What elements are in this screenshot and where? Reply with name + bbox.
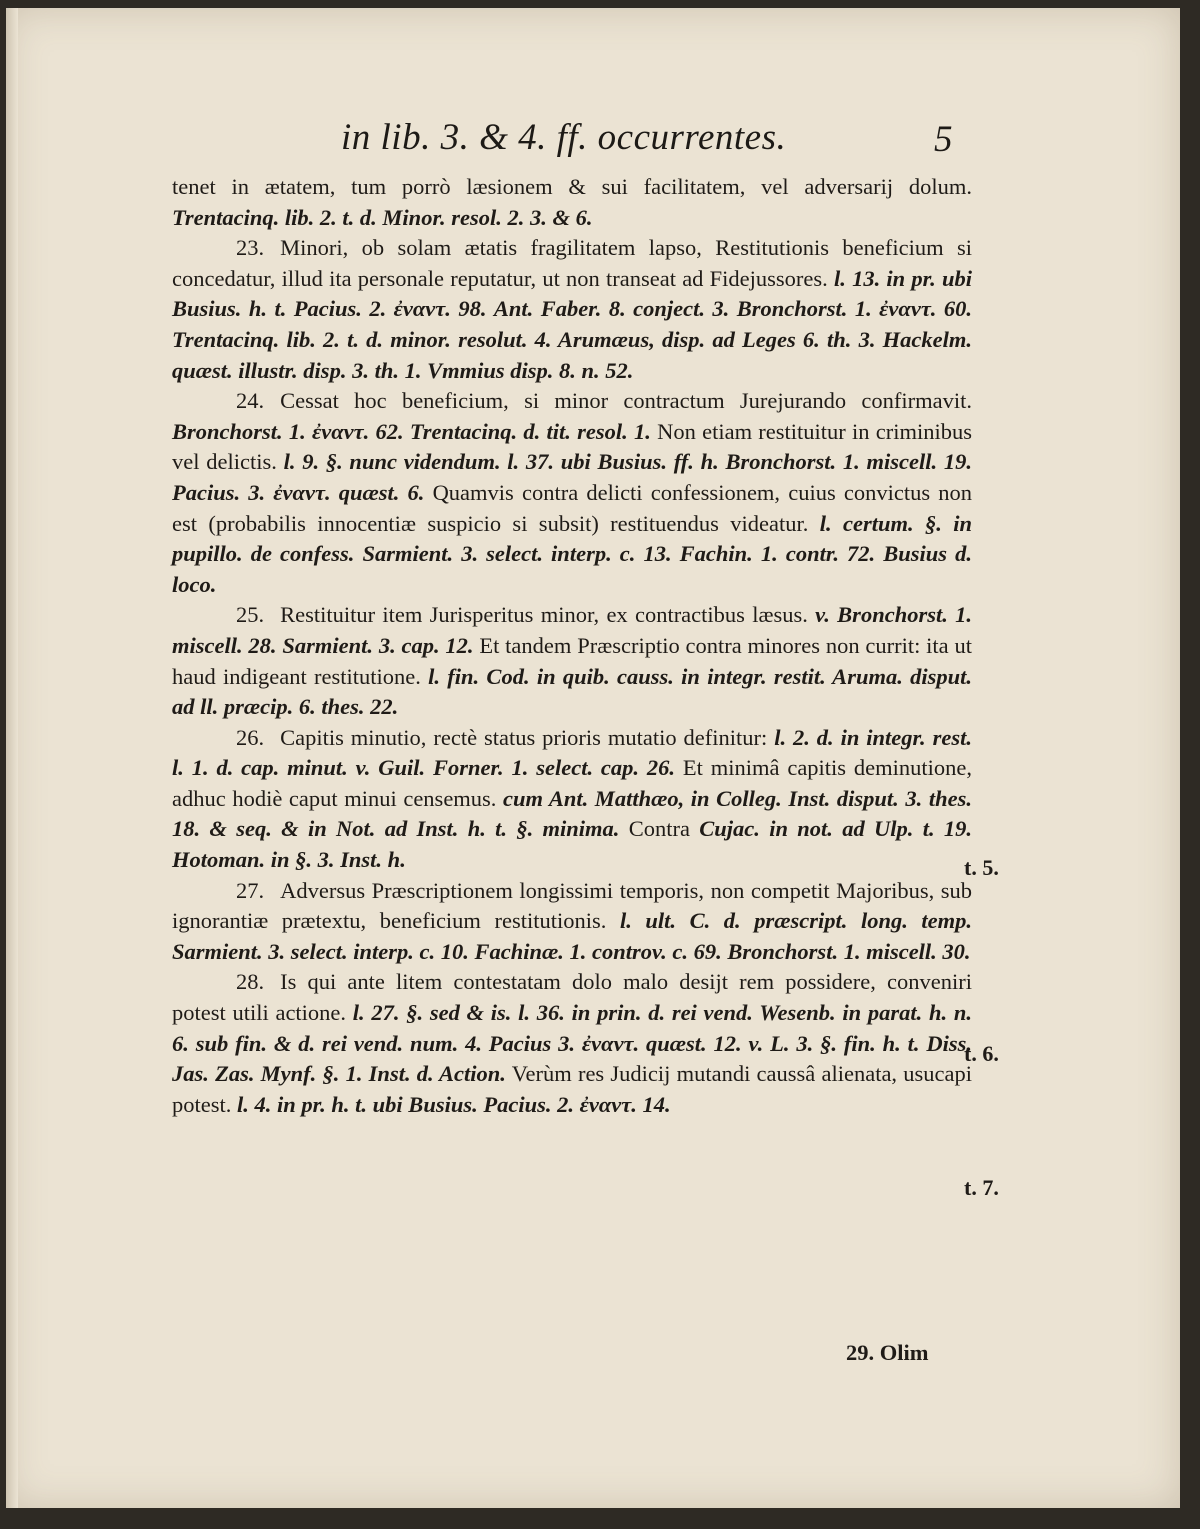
book-page xyxy=(6,8,1180,1508)
citation: Bronchorst. 1. ἐναντ. 62. Trentacinq. d. tit. resol. 1. xyxy=(172,418,651,444)
margin-note-27: t. 6. xyxy=(964,1041,999,1066)
paragraph-text: Adversus Præscriptionem longissimi temporis, non competit Majoribus, sub ignorantiæ prætextu, beneficium restitutionis. xyxy=(172,877,972,934)
paragraph-number: 25. xyxy=(236,602,265,628)
paragraph-number: 23. xyxy=(236,235,265,261)
paragraph-text: Non etiam restituitur in criminibus vel delictis. xyxy=(172,418,973,475)
main-text xyxy=(172,172,972,1120)
citation: l. fin. Cod. in quib. causs. in integr. restit. Aruma. disput. ad ll. præcip. 6. thes. 22. xyxy=(172,663,973,720)
paragraph-text: Et tandem Præscriptio contra minores non currit: ita ut haud indigeant restitutione. xyxy=(172,632,972,689)
citation: Trentacinq. lib. 2. t. d. Minor. resol. 2. 3. & 6. xyxy=(172,204,593,230)
paragraph-text: Verùm res Judicij mutandi caussâ alienata, usucapi potest. xyxy=(172,1061,972,1117)
paragraph-26 xyxy=(172,723,972,876)
paragraph-number: 26. xyxy=(236,724,265,750)
margin-note-26: t. 5. xyxy=(964,855,999,880)
citation: l. 9. §. nunc videndum. l. 37. ubi Busius. ff. h. Bronchorst. 1. miscell. 19. Pacius. 3. ἐναντ. quæst. 6. xyxy=(172,449,973,505)
paragraph-22-continued xyxy=(172,172,972,233)
paragraph-text: Restituitur item Jurisperitus minor, ex contractibus læsus. xyxy=(280,602,808,628)
paragraph-text: Quamvis contra delicti confessionem, cuius convictus non est (probabilis innocentiæ suspicio si subsit) restituendus videatur. xyxy=(172,479,972,536)
paragraph-23 xyxy=(172,233,972,386)
citation: l. ult. C. d. præscript. long. temp. Sarmient. 3. select. interp. c. 10. Fachinæ. 1. controv. c. 69. Bronchorst. 1. miscell. 30. xyxy=(172,908,973,964)
paragraph-text: Is qui ante litem contestatam dolo malo desijt rem possidere, conveniri potest utili actione. xyxy=(172,969,972,1026)
paragraph-27 xyxy=(172,876,972,968)
page-header xyxy=(6,116,1180,166)
catchword: 29. Olim xyxy=(846,1340,929,1365)
paragraph-text: Capitis minutio, rectè status prioris mutatio definitur: xyxy=(280,724,768,750)
citation: l. 27. §. sed & is. l. 36. in prin. d. rei vend. Wesenb. in parat. h. n. 6. sub fin. & d. rei vend. num. 4. Pacius 3. ἐναντ. quæst. 12. v. L. 3. §. fin. h. t. Diss. Jas. Zas. Mynf. §. 1. Inst. d. Action. xyxy=(172,1000,972,1087)
citation: Cujac. in not. ad Ulp. t. 19. Hotoman. in §. 3. Inst. h. xyxy=(172,816,973,873)
paragraph-number: 27. xyxy=(236,877,265,903)
paragraph-text: Minori, ob solam ætatis fragilitatem lapso, Restitutionis beneficium si concedatur, illud ita personale reputatur, ut non transeat ad Fidejussores. xyxy=(172,235,972,291)
running-head: in lib. 3. & 4. ff. occurrentes. xyxy=(341,117,787,158)
paragraph-number: 28. xyxy=(236,969,265,995)
margin-note-28: t. 7. xyxy=(964,1175,999,1200)
page-gutter xyxy=(6,8,18,1508)
paragraph-number: 24. xyxy=(236,388,265,414)
paragraph-text: Contra xyxy=(628,816,690,842)
citation: cum Ant. Matthæo, in Colleg. Inst. disput. 3. thes. 18. & seq. & in Not. ad Inst. h. t. §. minima. xyxy=(172,785,972,842)
citation: l. certum. §. in pupillo. de confess. Sarmient. 3. select. interp. c. 13. Fachin. 1. contr. 72. Busius d. loco. xyxy=(172,510,973,597)
paragraph-24 xyxy=(172,386,972,600)
citation: v. Bronchorst. 1. miscell. 28. Sarmient. 3. cap. 12. xyxy=(172,602,972,658)
page-number: 5 xyxy=(934,119,953,160)
paragraph-28 xyxy=(172,967,972,1120)
citation: l. 13. in pr. ubi Busius. h. t. Pacius. 2. ἐναντ. 98. Ant. Faber. 8. conject. 3. Bronchorst. 1. ἐναντ. 60. Trentacinq. lib. 2. t. d. minor. resolut. 4. Arumæus, disp. ad Leges 6. th. 3. Hackelm. quæst. illustr. disp. 3. th. 1. Vmmius disp. 8. n. 52. xyxy=(172,265,972,383)
citation: l. 4. in pr. h. t. ubi Busius. Pacius. 2. ἐναντ. 14. xyxy=(237,1091,671,1117)
paragraph-text: tenet in ætatem, tum porrò læsionem & sui facilitatem, vel adversarij dolum. xyxy=(172,174,972,199)
paragraph-text: Cessat hoc beneficium, si minor contractum Jurejurando confirmavit. xyxy=(280,388,972,414)
paragraph-25 xyxy=(172,600,972,722)
citation: l. 2. d. in integr. rest. l. 1. d. cap. minut. v. Guil. Forner. 1. select. cap. 26. xyxy=(172,724,972,781)
paragraph-text: Et minimâ capitis deminutione, adhuc hodiè caput minui censemus. xyxy=(172,755,973,811)
